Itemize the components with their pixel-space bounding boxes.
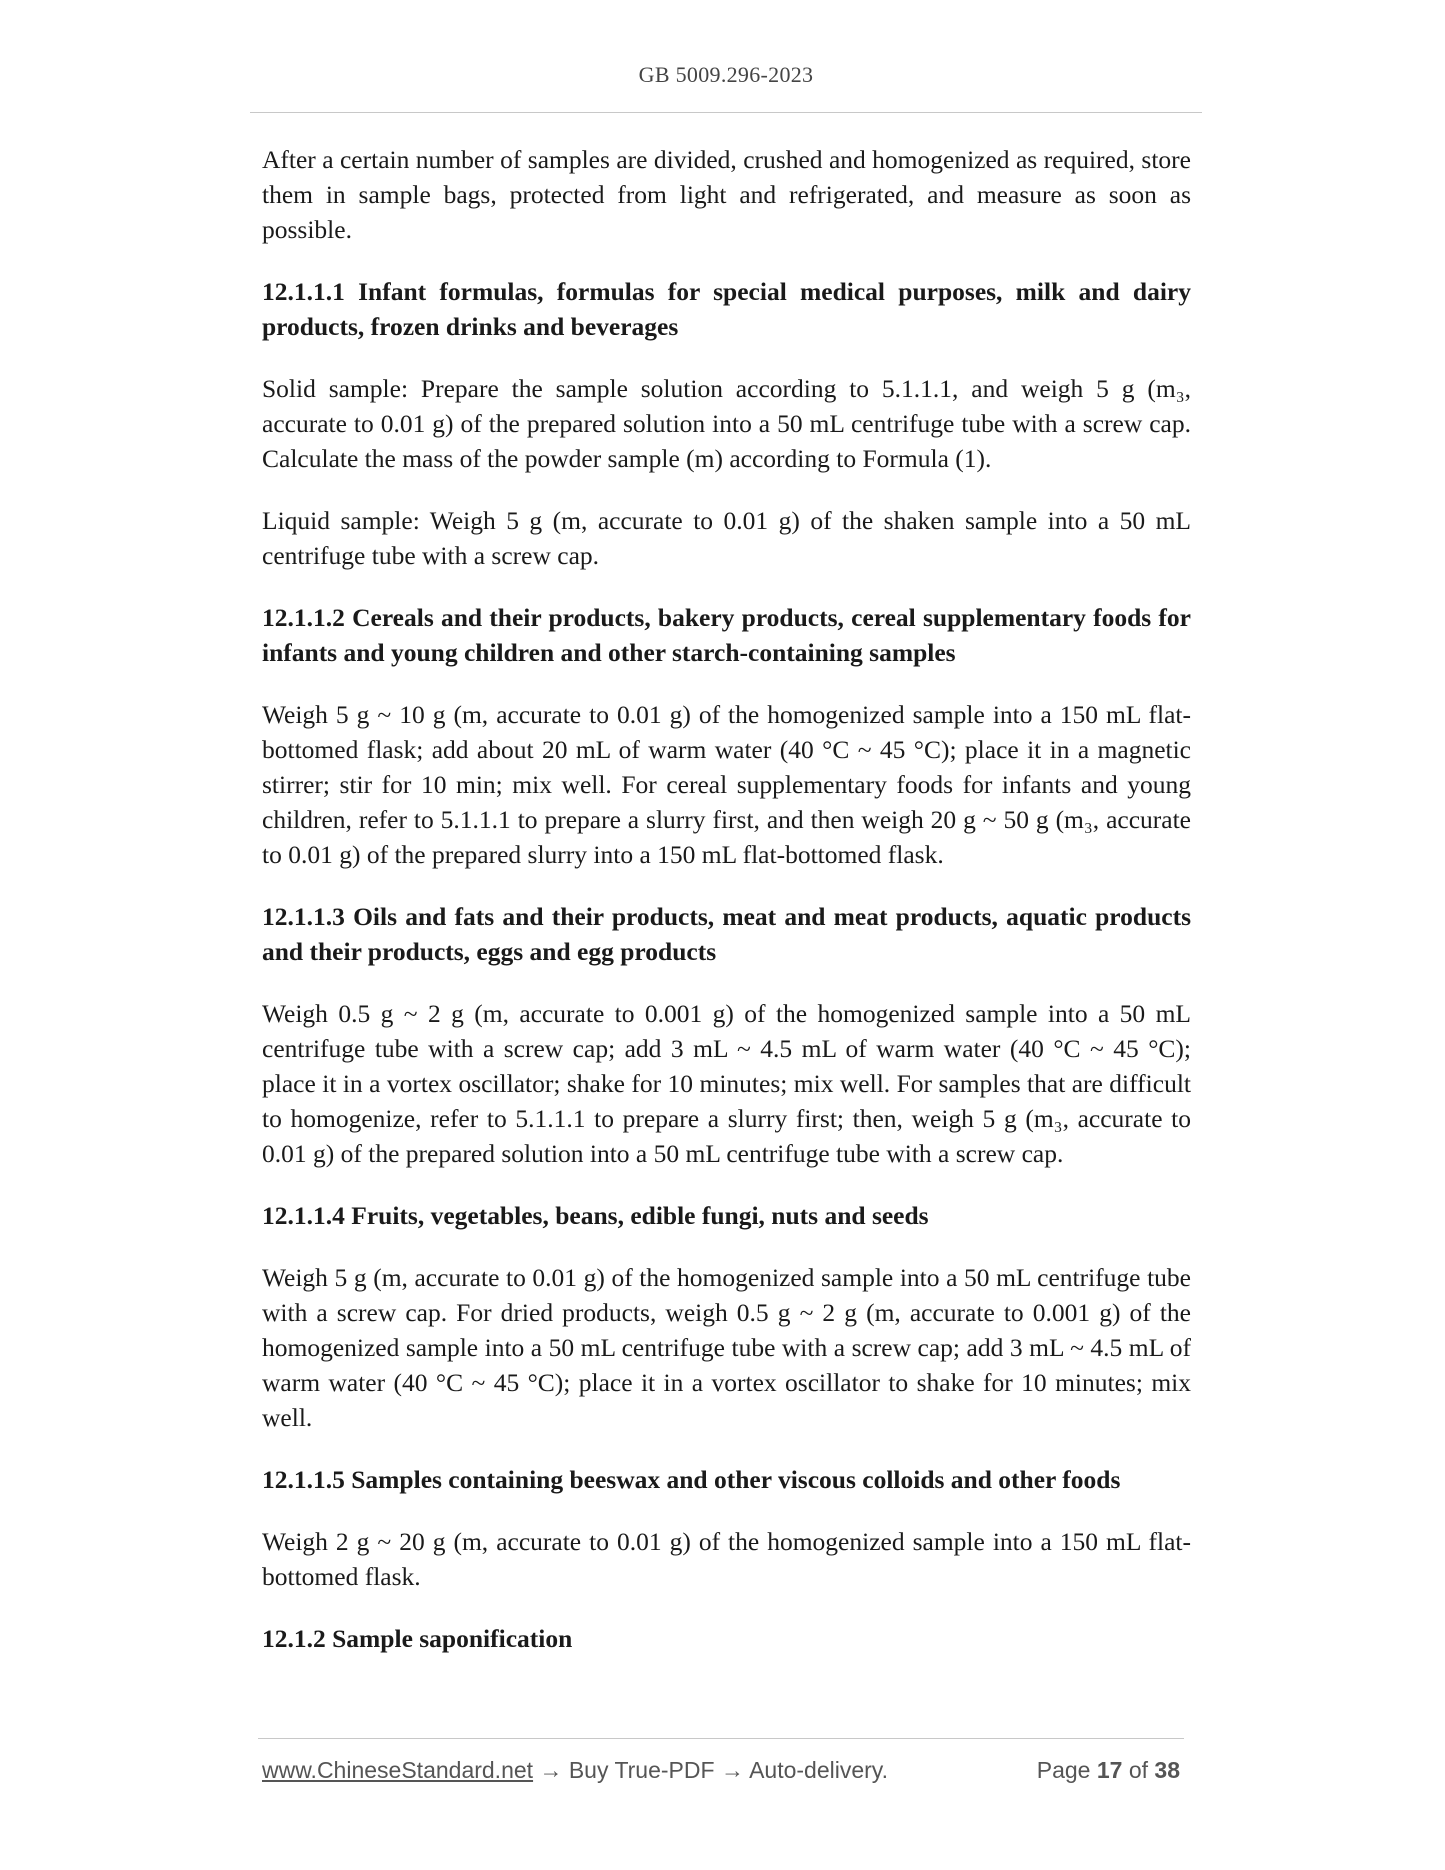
section-heading-12-1-1-1: 12.1.1.1 Infant formulas, formulas for special medical purposes, milk and dairy products, frozen drinks and beverages <box>262 277 1191 341</box>
of-label: of <box>1128 1757 1149 1783</box>
body-paragraph: Weigh 0.5 g ~ 2 g (m, accurate to 0.001 g) of the homogenized sample into a 50 mL centrifuge tube with a screw cap; add 3 mL ~ 4.5 mL of warm water (40 °C ~ 45 °C); place it in a vortex oscillator; shake for 10 minutes; mix well. For samples that are difficult to homogenize, refer to 5.1.1.1 to prepare a slurry first; then, weigh 5 g (m₃, accurate to 0.01 g) of the prepared solution into a 50 mL centrifuge tube with a screw cap. <box>262 999 1191 1168</box>
auto-delivery-text: Auto-delivery. <box>749 1757 888 1783</box>
section-heading-12-1-1-3: 12.1.1.3 Oils and fats and their products, meat and meat products, aquatic products and their products, eggs and egg products <box>262 902 1191 966</box>
section-heading-12-1-1-4: 12.1.1.4 Fruits, vegetables, beans, edible fungi, nuts and seeds <box>262 1201 929 1230</box>
total-pages-number: 38 <box>1154 1757 1180 1783</box>
header-divider <box>250 112 1202 113</box>
footer-divider <box>258 1738 1184 1739</box>
body-paragraph: After a certain number of samples are divided, crushed and homogenized as required, store them in sample bags, protected from light and refrigerated, and measure as soon as possible. <box>262 145 1191 244</box>
arrow-right-icon: → <box>539 1757 563 1783</box>
section-heading-12-1-1-2: 12.1.1.2 Cereals and their products, bakery products, cereal supplementary foods for infants and young children and other starch-containing samples <box>262 603 1191 667</box>
body-paragraph: Weigh 5 g (m, accurate to 0.01 g) of the homogenized sample into a 50 mL centrifuge tube with a screw cap. For dried products, weigh 0.5 g ~ 2 g (m, accurate to 0.001 g) of the homogenized sample into a 50 mL centrifuge tube with a screw cap; add 3 mL ~ 4.5 mL of warm water (40 °C ~ 45 °C); place it in a vortex oscillator to shake for 10 minutes; mix well. <box>262 1263 1191 1432</box>
body-paragraph: Solid sample: Prepare the sample solution according to 5.1.1.1, and weigh 5 g (m₃, accurate to 0.01 g) of the prepared solution into a 50 mL centrifuge tube with a screw cap. Calculate the mass of the powder sample (m) according to Formula (1). <box>262 374 1191 473</box>
footer-promo <box>262 1757 888 1784</box>
arrow-right-icon: → <box>720 1757 744 1783</box>
document-body <box>262 142 1191 1683</box>
website-link[interactable]: www.ChineseStandard.net <box>262 1757 534 1783</box>
body-paragraph: Liquid sample: Weigh 5 g (m, accurate to 0.01 g) of the shaken sample into a 50 mL centrifuge tube with a screw cap. <box>262 506 1191 570</box>
section-heading-12-1-2: 12.1.2 Sample saponification <box>262 1624 573 1653</box>
page-indicator <box>1037 1757 1180 1784</box>
current-page-number: 17 <box>1096 1757 1123 1783</box>
page-label: Page <box>1036 1757 1091 1783</box>
buy-true-pdf-text: Buy True-PDF <box>568 1757 715 1783</box>
section-heading-12-1-1-5: 12.1.1.5 Samples containing beeswax and other viscous colloids and other foods <box>262 1465 1121 1494</box>
document-header-title: GB 5009.296-2023 <box>638 62 814 87</box>
body-paragraph: Weigh 5 g ~ 10 g (m, accurate to 0.01 g) of the homogenized sample into a 150 mL flat-bottomed flask; add about 20 mL of warm water (40 °C ~ 45 °C); place it in a magnetic stirrer; stir for 10 min; mix well. For cereal supplementary foods for infants and young children, refer to 5.1.1.1 to prepare a slurry first, and then weigh 20 g ~ 50 g (m₃, accurate to 0.01 g) of the prepared slurry into a 150 mL flat-bottomed flask. <box>262 700 1191 869</box>
body-paragraph: Weigh 2 g ~ 20 g (m, accurate to 0.01 g) of the homogenized sample into a 150 mL flat-bottomed flask. <box>262 1527 1191 1591</box>
